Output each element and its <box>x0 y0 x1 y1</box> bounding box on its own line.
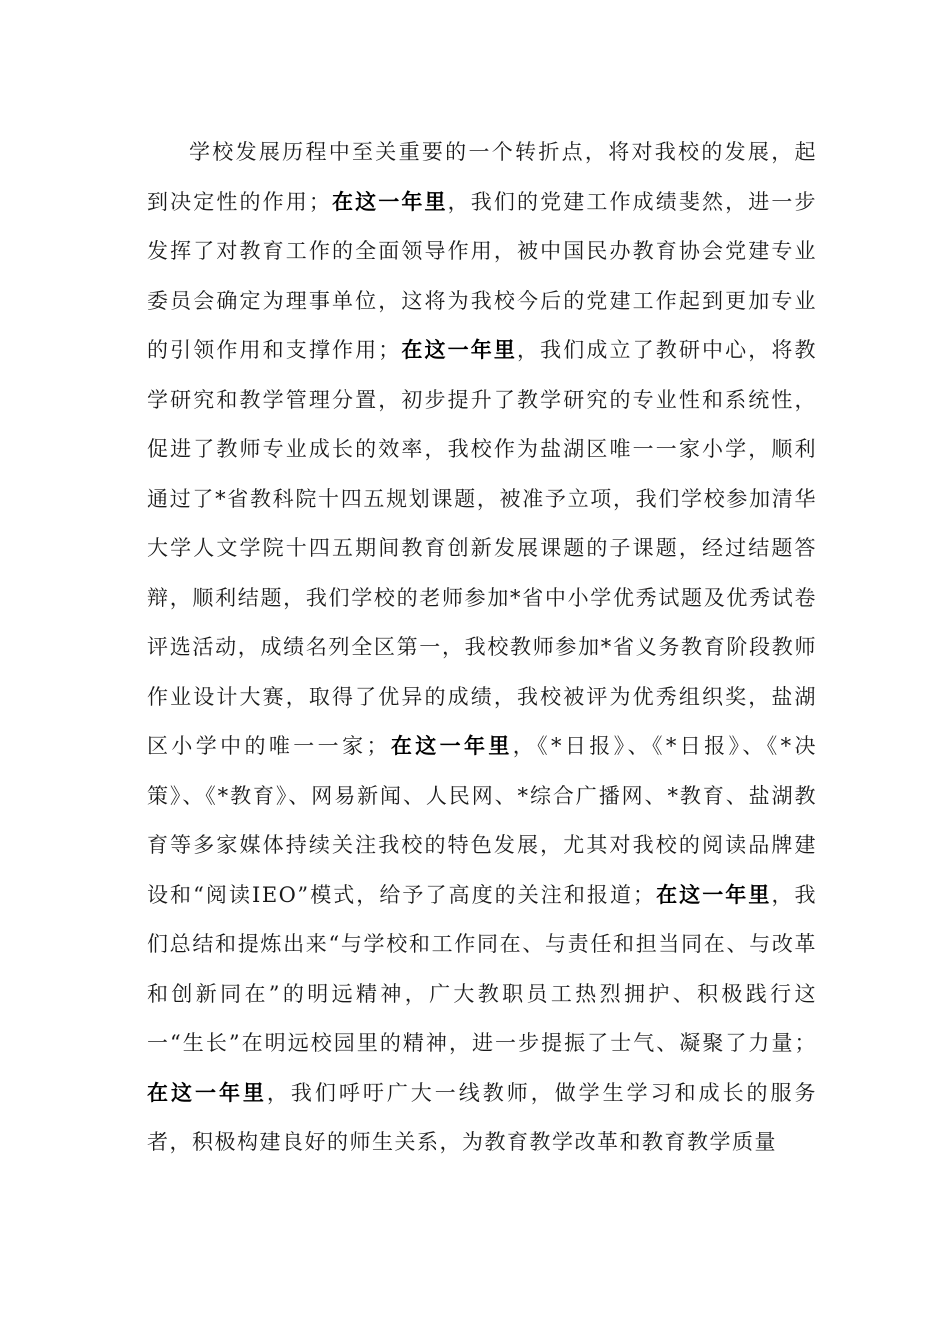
emphasis-run: 在这一年里 <box>331 189 448 214</box>
text-run: ，我们的党建工作成绩斐然，进一步发挥了对教育工作的全面领导作用，被中国民办教育协会党建专业委员会确定为理事单位，这将为我校今后的党建工作起到更加专业的引领作用和支撑作用； <box>147 189 817 362</box>
emphasis-run: 在这一年里 <box>147 1080 267 1105</box>
body-paragraph <box>147 128 817 1168</box>
text-run: ，我们成立了教研中心，将教学研究和教学管理分置，初步提升了教学研究的专业性和系统性，促进了教师专业成长的效率，我校作为盐湖区唯一一家小学，顺利通过了*省教科院十四五规划课题，被准予立项，我们学校参加清华大学人文学院十四五期间教育创新发展课题的子课题，经过结题答辩，顺利结题，我们学校的老师参加*省中小学优秀试题及优秀试卷评选活动，成绩名列全区第一，我校教师参加*省义务教育阶段教师作业设计大赛，取得了优异的成绩，我校被评为优秀组织奖，盐湖区小学中的唯一一家； <box>147 338 817 758</box>
text-run: ，《*日报》、《*日报》、《*决策》、《*教育》、网易新闻、人民网、*综合广播网、*教育、盐湖教育等多家媒体持续关注我校的特色发展，尤其对我校的阅读品牌建设和“阅读IEO”模式，给予了高度的关注和报道； <box>147 734 818 907</box>
emphasis-run: 在这一年里 <box>655 882 772 907</box>
emphasis-run: 在这一年里 <box>388 734 513 758</box>
text-run: 学校发展历程中至关重要的一个转折点，将对我校的发展，起到决定性的作用； <box>147 140 817 214</box>
text-run: ，我们呼吁广大一线教师，做学生学习和成长的服务者，积极构建良好的师生关系，为教育教学改革和教育教学质量 <box>147 1080 818 1154</box>
emphasis-run: 在这一年里 <box>400 338 517 362</box>
text-run: ，我们总结和提炼出来“与学校和工作同在、与责任和担当同在、与改革和创新同在”的明远精神，广大教职员工热烈拥护、积极践行这一“生长”在明远校园里的精神，进一步提振了士气、凝聚了力量； <box>147 882 817 1055</box>
